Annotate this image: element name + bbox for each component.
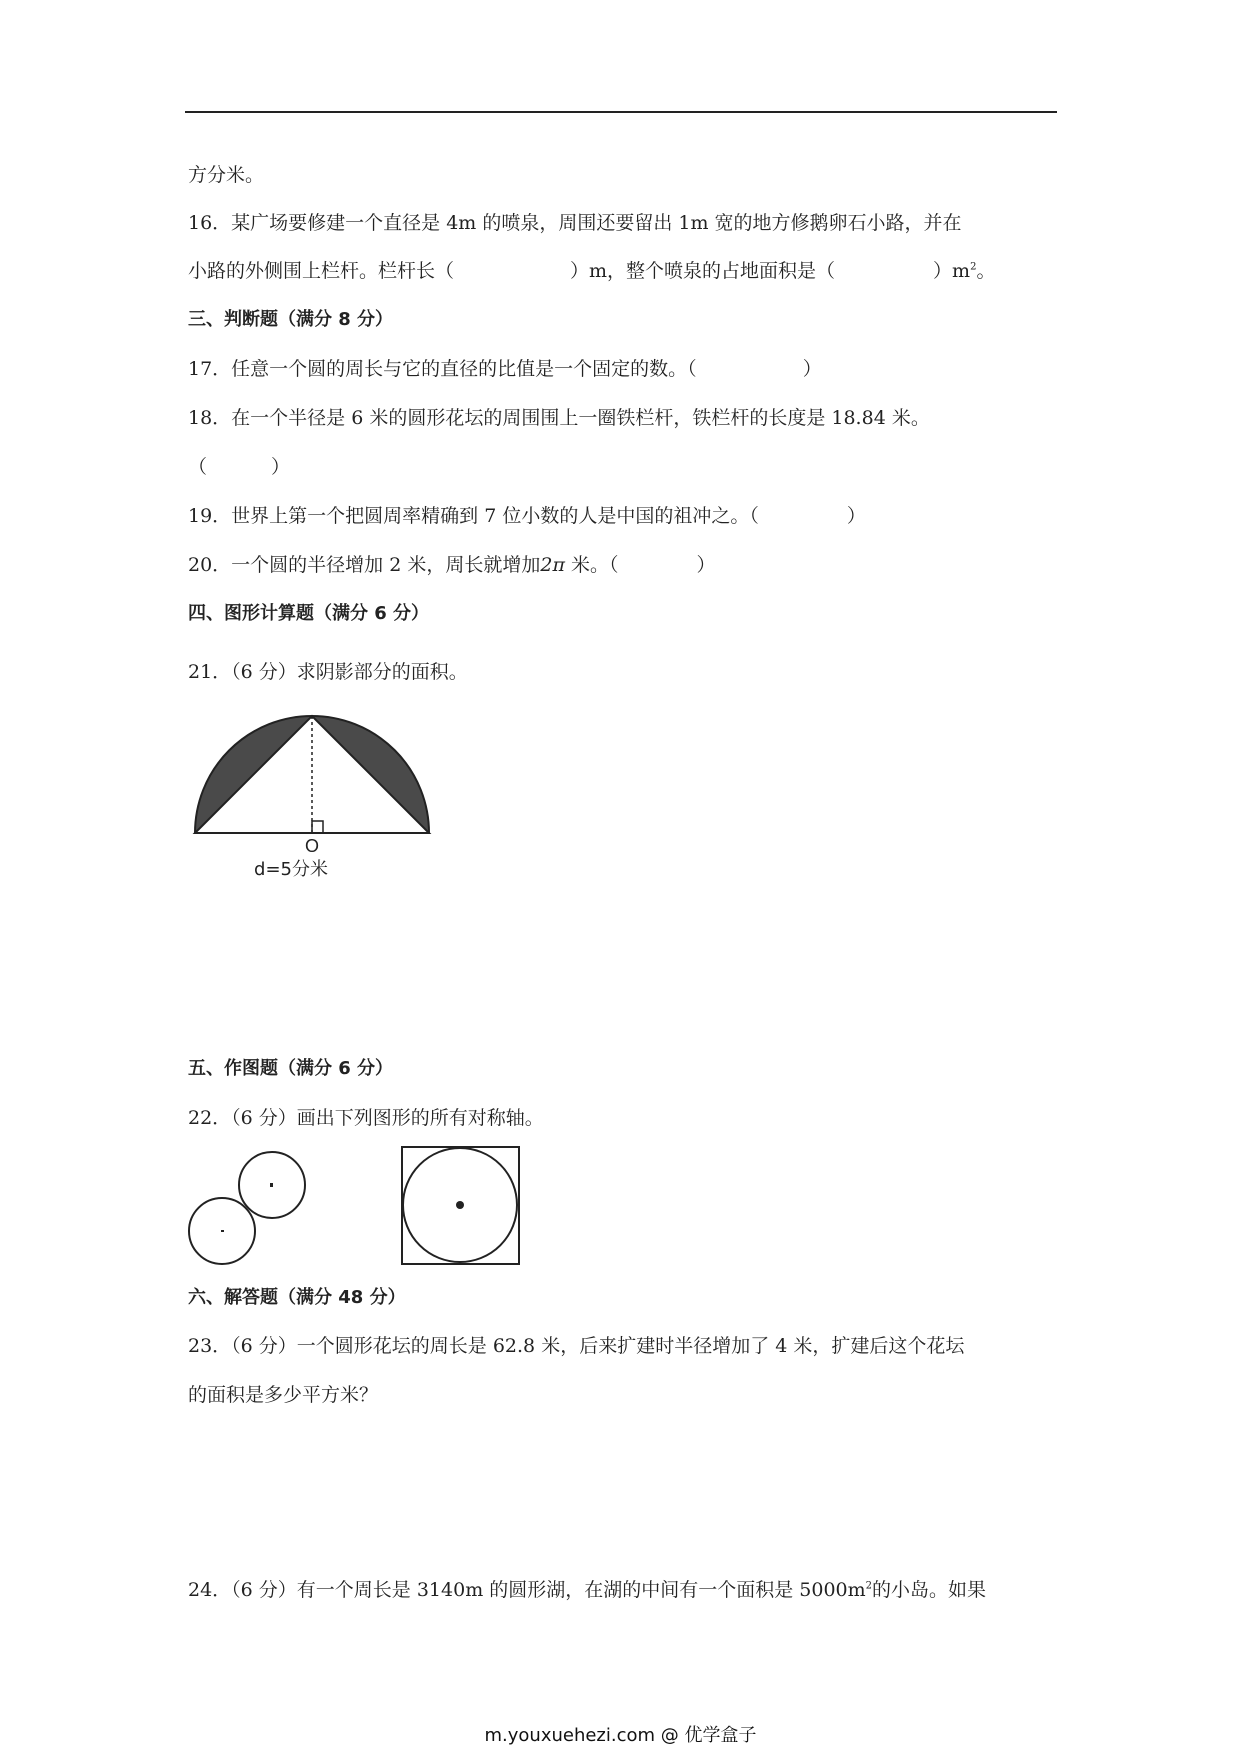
question-20-text: 20．一个圆的半径增加 2 米，周长就增加 [188,554,541,576]
question-19-end: ） [846,505,866,527]
continued-text [188,163,264,187]
question-16-text-2: 小路的外侧围上栏杆。栏杆长（ [188,260,455,282]
question-24 [188,1578,986,1602]
question-23-line-1 [188,1334,964,1358]
question-22 [188,1106,544,1130]
question-21-text: 21．（6 分）求阴影部分的面积。 [188,661,468,683]
upper-circle-center-dot [270,1183,273,1187]
section-6-heading [188,1286,406,1310]
question-18-blank-line [188,455,290,479]
symmetry-figures [183,1144,533,1269]
question-17-text: 17．任意一个圆的周长与它的直径的比值是一个固定的数。（ [188,358,697,380]
question-23-text: 23．（6 分）一个圆形花坛的周长是 62.8 米，后来扩建时半径增加了 4 米，扩建后这个花坛 [188,1335,965,1357]
question-19-text: 19．世界上第一个把圆周率精确到 7 位小数的人是中国的祖冲之。（ [188,505,759,527]
question-20-text-2: 米。（ [564,554,619,576]
lower-circle-center-dot [221,1230,224,1232]
question-16-text: 16．某广场要修建一个直径是 4m 的喷泉，周围还要留出 1m 宽的地方修鹅卵石小路，并在 [188,212,962,234]
question-18-paren-open: （ [188,456,208,478]
section-5-heading [188,1057,393,1081]
semicircle-figure [190,700,450,890]
question-20-end: ） [696,554,716,576]
question-16-line-1 [188,211,962,235]
question-18-text: 18．在一个半径是 6 米的圆形花坛的周围围上一圈铁栏杆，铁栏杆的长度是 18.84 米。 [188,407,930,429]
center-label: O [304,836,320,856]
section-6-title: 六、解答题（满分 48 分） [188,1287,406,1308]
question-16-line-2 [188,259,995,283]
section-4-title: 四、图形计算题（满分 6 分） [188,603,430,624]
question-24-end: 的小岛。如果 [872,1579,987,1601]
section-3-title: 三、判断题（满分 8 分） [188,309,394,330]
diameter-label: d=5分米 [254,859,328,880]
section-3-heading [188,308,393,332]
question-16-unit: ）m [933,260,971,282]
question-16-text-3: ）m，整个喷泉的占地面积是（ [570,260,836,282]
question-20-pi: 2π [540,554,565,576]
section-5-title: 五、作图题（满分 6 分） [188,1058,394,1079]
question-16-end: 。 [976,260,996,282]
question-23-line-2 [188,1383,378,1407]
header-rule [185,111,1057,113]
question-24-text: 24．（6 分）有一个周长是 3140m 的圆形湖，在湖的中间有一个面积是 5000m [188,1579,866,1601]
section-4-heading [188,602,429,626]
question-22-text: 22．（6 分）画出下列图形的所有对称轴。 [188,1107,544,1129]
question-17-end: ） [802,358,822,380]
question-17 [188,357,822,381]
question-21 [188,660,468,684]
question-18 [188,406,930,430]
inner-circle-center-dot [456,1201,464,1209]
footer-watermark: m.youxuehezi.com @ 优学盒子 [484,1725,757,1746]
continued-text-label: 方分米。 [188,164,265,186]
question-18-paren-close: ） [271,456,291,478]
question-19 [188,504,866,528]
question-23-text-2: 的面积是多少平方米？ [188,1384,379,1406]
question-20 [188,553,716,577]
question-16-unit-sup: 2 [970,261,977,273]
question-24-unit-sup: 2 [865,1580,873,1592]
